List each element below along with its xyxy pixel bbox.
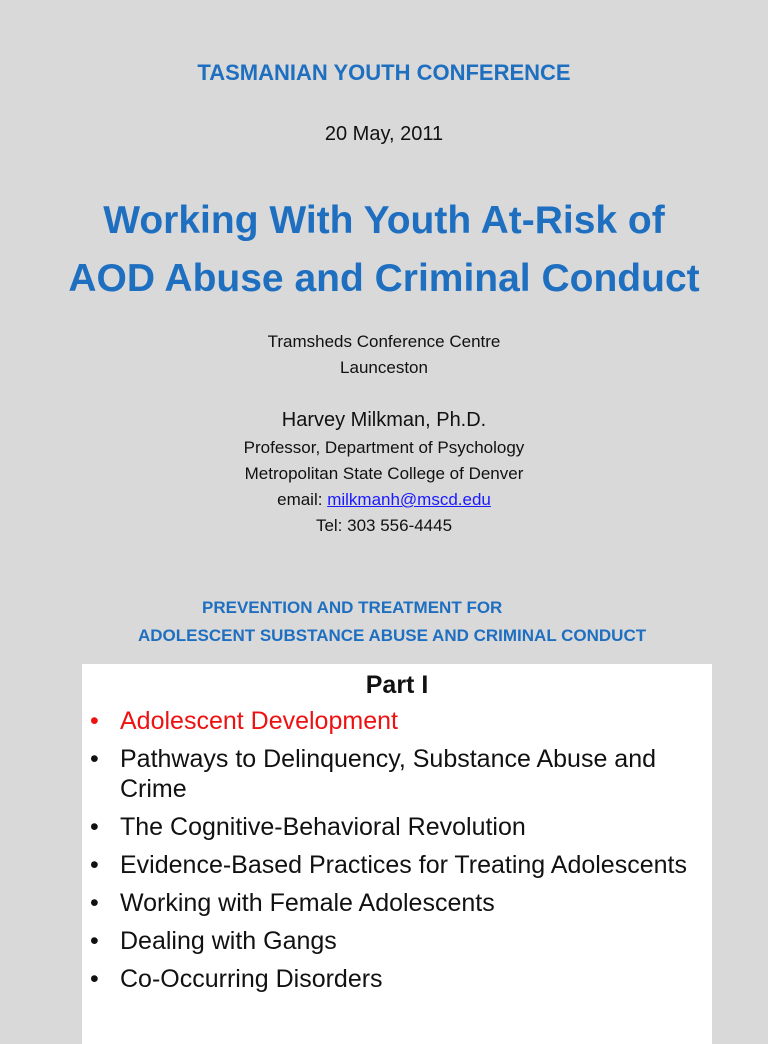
venue-name: Tramsheds Conference Centre: [267, 332, 501, 351]
presentation-title-line2: AOD Abuse and Criminal Conduct: [68, 257, 700, 300]
list-item-text: Evidence-Based Practices for Treating Adolescents: [120, 851, 687, 879]
list-item-text: Pathways to Delinquency, Substance Abuse and Crime: [120, 745, 656, 803]
presenter-email-line: [0, 487, 768, 513]
list-item-text: The Cognitive-Behavioral Revolution: [120, 813, 526, 841]
section-heading-line2: ADOLESCENT SUBSTANCE ABUSE AND CRIMINAL CONDUCT: [138, 626, 647, 645]
bullet-dot: •: [90, 851, 99, 879]
venue-block: [0, 329, 768, 381]
list-item-text: Working with Female Adolescents: [120, 889, 495, 917]
list-item: [90, 964, 712, 994]
presenter-name: Harvey Milkman, Ph.D.: [281, 409, 487, 431]
presentation-title: [0, 192, 768, 308]
presentation-title-line1: Working With Youth At-Risk of: [103, 199, 665, 242]
bullet-dot: •: [90, 707, 99, 735]
bullet-dot: •: [90, 745, 99, 773]
part-title: Part I: [365, 671, 429, 699]
presenter-tel: Tel: 303 556-4445: [315, 516, 453, 535]
presenter-position: Professor, Department of Psychology: [243, 438, 525, 457]
conference-title: TASMANIAN YOUTH CONFERENCE: [197, 60, 571, 85]
email-link[interactable]: milkmanh@mscd.edu: [327, 490, 491, 509]
list-item: [90, 744, 712, 804]
list-item: [90, 706, 712, 736]
conference-date: 20 May, 2011: [324, 123, 444, 145]
bullet-dot: •: [90, 813, 99, 841]
list-item: [90, 926, 712, 956]
venue-city: Launceston: [340, 358, 428, 377]
list-item-text: Co-Occurring Disorders: [120, 965, 383, 993]
email-label: email:: [277, 490, 328, 509]
section-heading: [0, 594, 768, 650]
list-item-text: Adolescent Development: [120, 707, 398, 735]
list-item: [90, 812, 712, 842]
presenter-institution: Metropolitan State College of Denver: [244, 464, 524, 483]
list-item: [90, 888, 712, 918]
bullet-dot: •: [90, 889, 99, 917]
list-item: [90, 850, 712, 880]
part-content-box: [82, 664, 712, 1044]
presenter-block: [0, 405, 768, 539]
list-item-text: Dealing with Gangs: [120, 927, 337, 955]
topic-list: [82, 706, 712, 994]
bullet-dot: •: [90, 965, 99, 993]
bullet-dot: •: [90, 927, 99, 955]
section-heading-line1: PREVENTION AND TREATMENT FOR: [202, 598, 503, 617]
